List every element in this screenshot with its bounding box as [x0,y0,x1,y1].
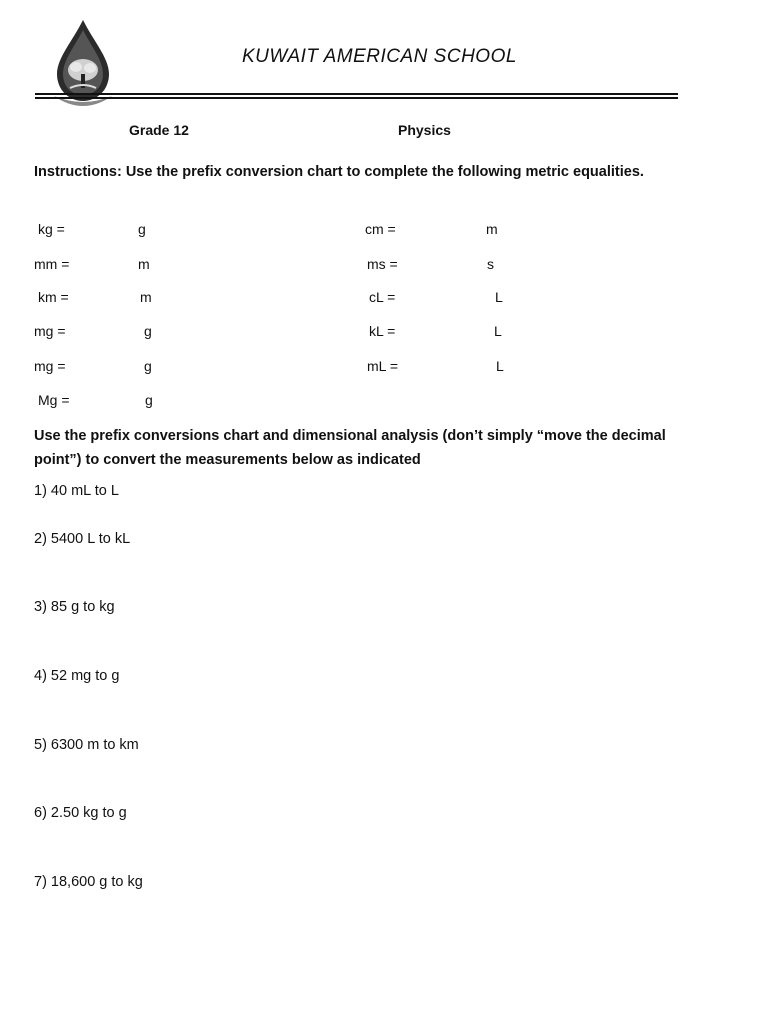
equality-right-prefix: kL = [369,323,396,339]
equality-left-prefix: mg = [34,323,66,339]
question-item: 6) 2.50 kg to g [34,805,127,821]
equality-right-prefix: ms = [367,256,398,272]
equality-right-base: L [496,358,504,374]
equality-left-prefix: mg = [34,358,66,374]
equality-left-base: g [138,221,146,237]
equality-right-prefix: mL = [367,358,398,374]
question-item: 2) 5400 L to kL [34,531,131,547]
equality-left-prefix: Mg = [38,392,70,408]
equality-right-prefix: cL = [369,289,396,305]
question-item: 4) 52 mg to g [34,668,120,684]
equality-left-base: m [140,289,152,305]
equality-left-base: g [145,392,153,408]
equality-right-base: L [494,323,502,339]
equality-left-prefix: km = [38,289,69,305]
grade-label: Grade 12 [129,122,189,138]
equality-right-base: m [486,221,498,237]
question-item: 1) 40 mL to L [34,483,119,499]
question-item: 5) 6300 m to km [34,737,139,753]
equality-left-base: g [144,323,152,339]
equality-right-base: L [495,289,503,305]
subject-label: Physics [398,122,451,138]
equality-right-base: s [487,256,494,272]
question-item: 3) 85 g to kg [34,599,115,615]
question-item: 7) 18,600 g to kg [34,874,143,890]
school-name: KUWAIT AMERICAN SCHOOL [242,46,517,67]
equality-left-prefix: mm = [34,256,70,272]
header-rule-bottom [35,97,678,99]
instructions-conversion-chart: Instructions: Use the prefix conversion chart to complete the following metric equalities. [34,164,644,180]
instructions-dimensional-analysis: Use the prefix conversions chart and dimensional analysis (don’t simply “move the decimal point”) to convert the measurements below as indicated [34,428,666,468]
equality-right-prefix: cm = [365,221,396,237]
equality-left-base: m [138,256,150,272]
equality-left-base: g [144,358,152,374]
equality-left-prefix: kg = [38,221,65,237]
header-rule-top [35,93,678,95]
